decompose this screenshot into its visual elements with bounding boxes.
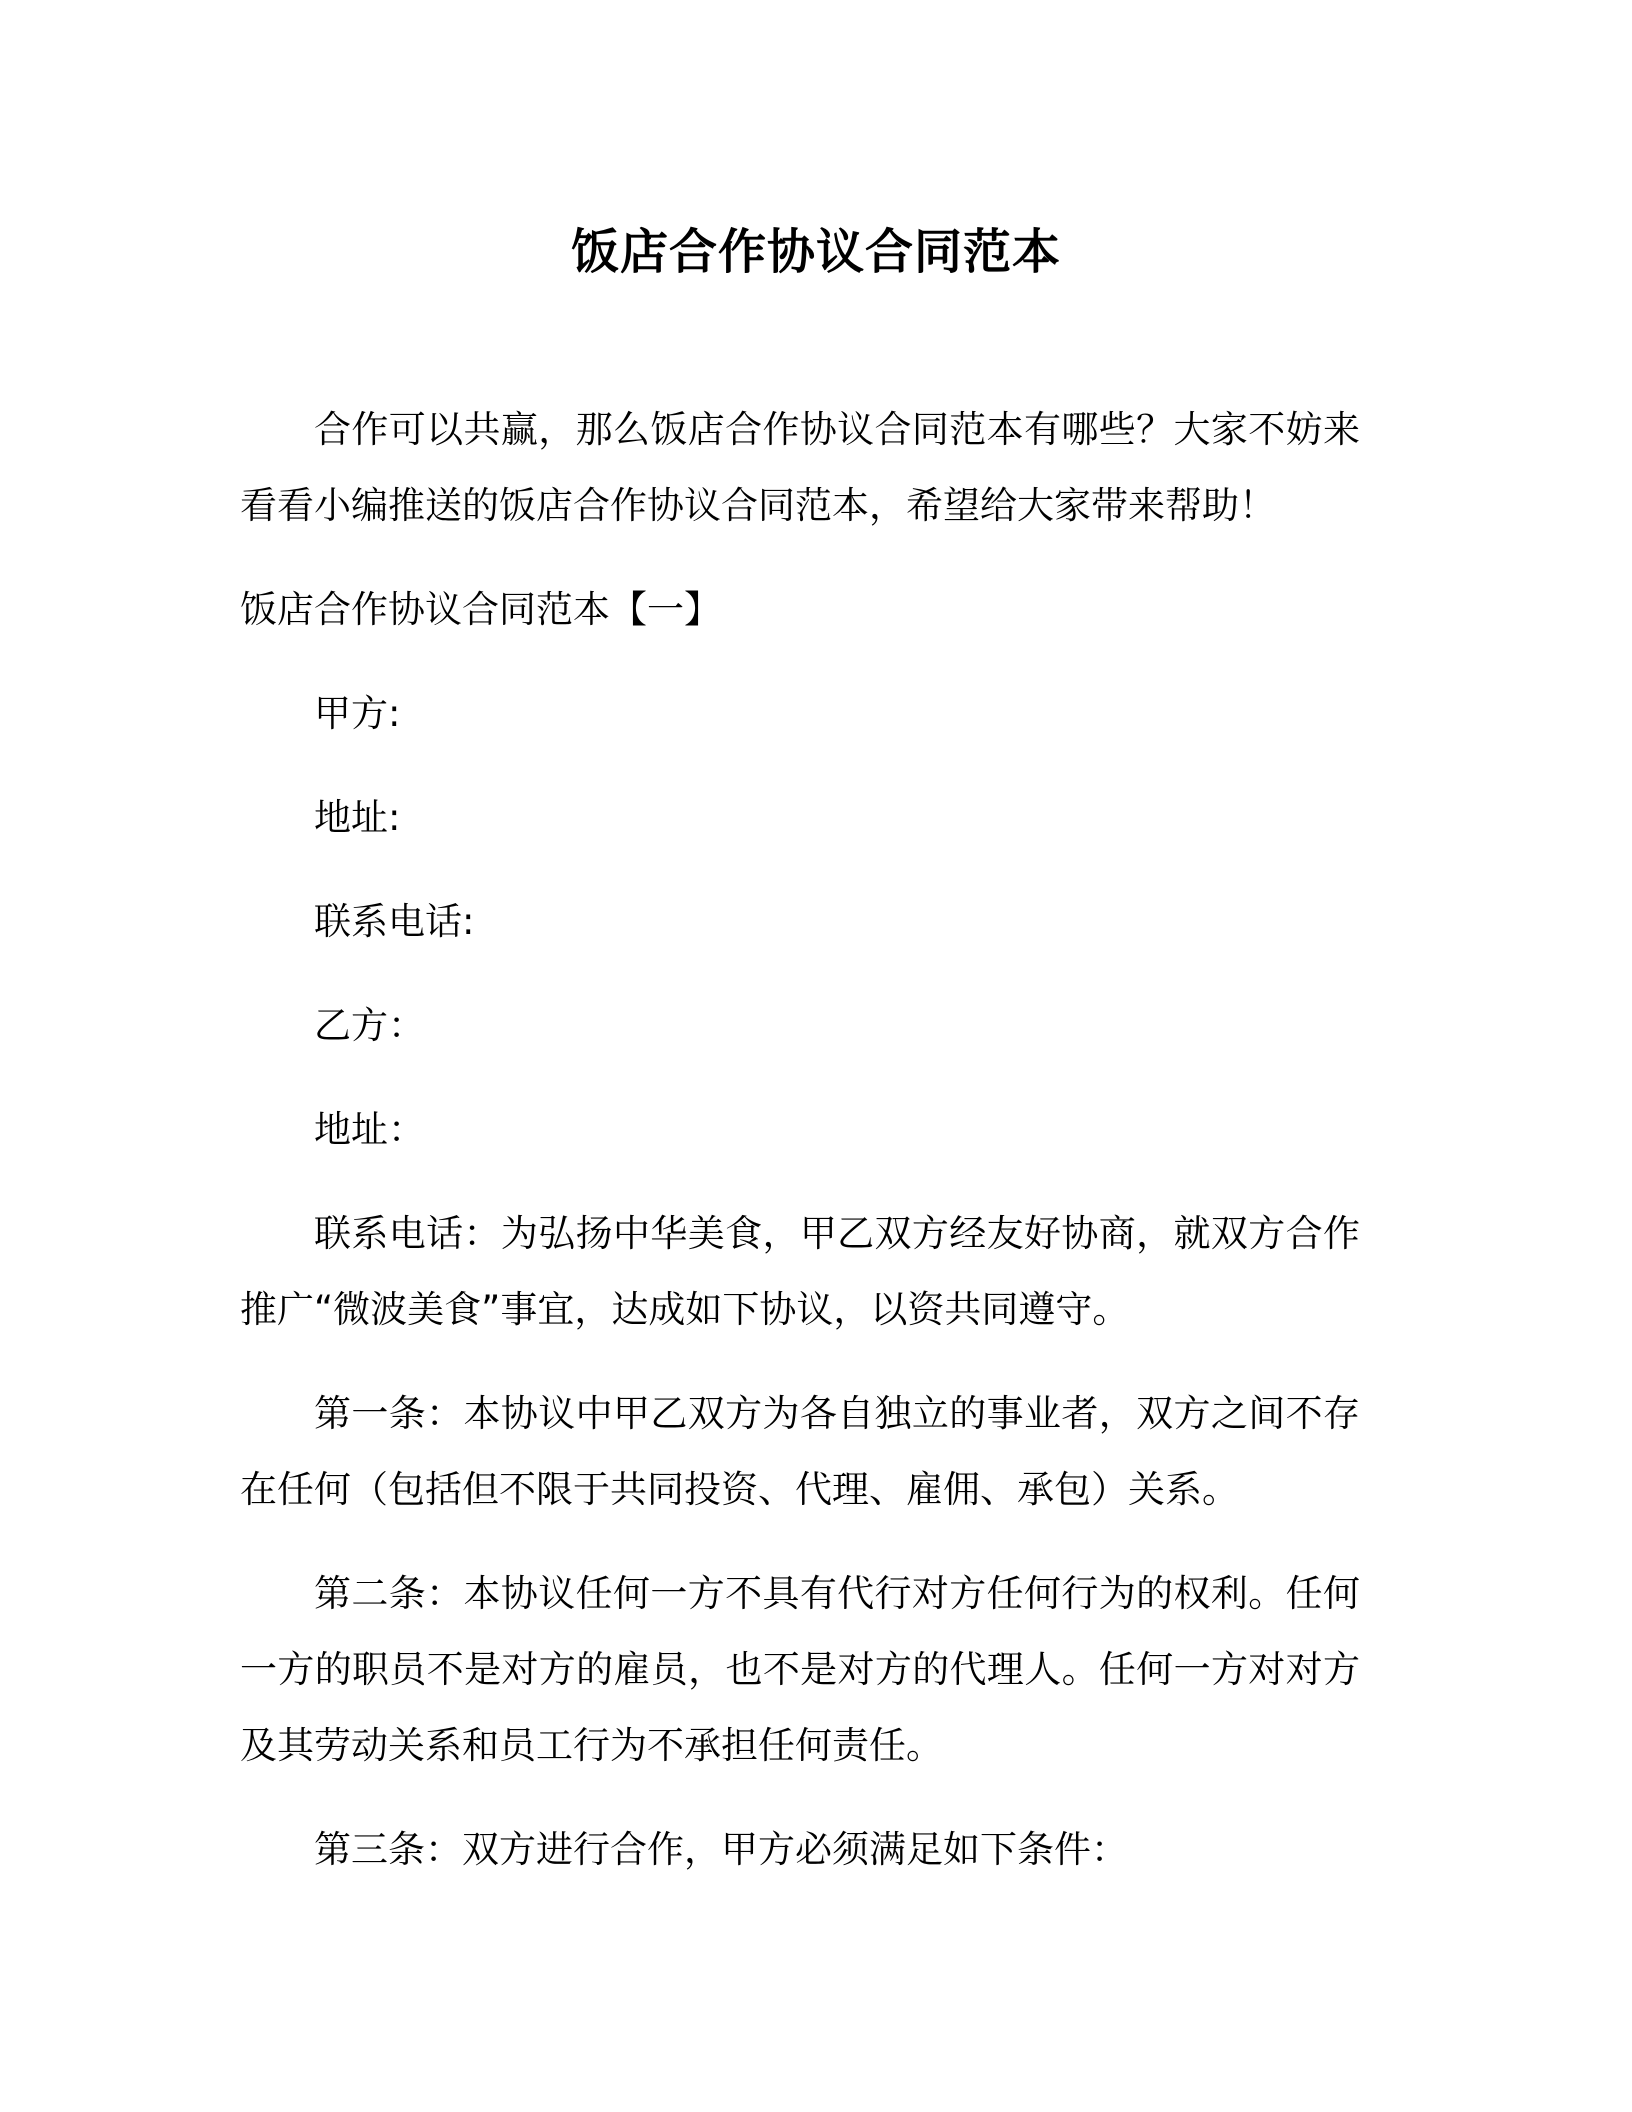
intro-paragraph: 合作可以共赢，那么饭店合作协议合同范本有哪些？大家不妨来看看小编推送的饭店合作协议合同范本，希望给大家带来帮助！ <box>240 408 1360 527</box>
preamble-paragraph: 联系电话：为弘扬中华美食，甲乙双方经友好协商，就双方合作推广“微波美食”事宜，达成如下协议，以资共同遵守。 <box>240 1212 1360 1331</box>
party-b-label: 乙方： <box>314 1004 425 1047</box>
article-2-paragraph: 第二条：本协议任何一方不具有代行对方任何行为的权利。任何一方的职员不是对方的雇员，也不是对方的代理人。任何一方对对方及其劳动关系和员工行为不承担任何责任。 <box>240 1572 1360 1767</box>
document-title: 饭店合作协议合同范本 <box>570 224 1061 280</box>
section-heading: 饭店合作协议合同范本【一】 <box>240 588 721 631</box>
party-a-phone-label: 联系电话: <box>314 900 475 943</box>
party-b-address-label: 地址： <box>314 1108 425 1151</box>
document-body <box>240 392 1360 1916</box>
article-1-paragraph: 第一条：本协议中甲乙双方为各自独立的事业者，双方之间不存在任何（包括但不限于共同投资、代理、雇佣、承包）关系。 <box>240 1392 1360 1511</box>
party-a-address-label: 地址: <box>314 796 401 839</box>
article-3-paragraph: 第三条：双方进行合作，甲方必须满足如下条件： <box>314 1828 1128 1871</box>
party-a-label: 甲方: <box>314 692 401 735</box>
